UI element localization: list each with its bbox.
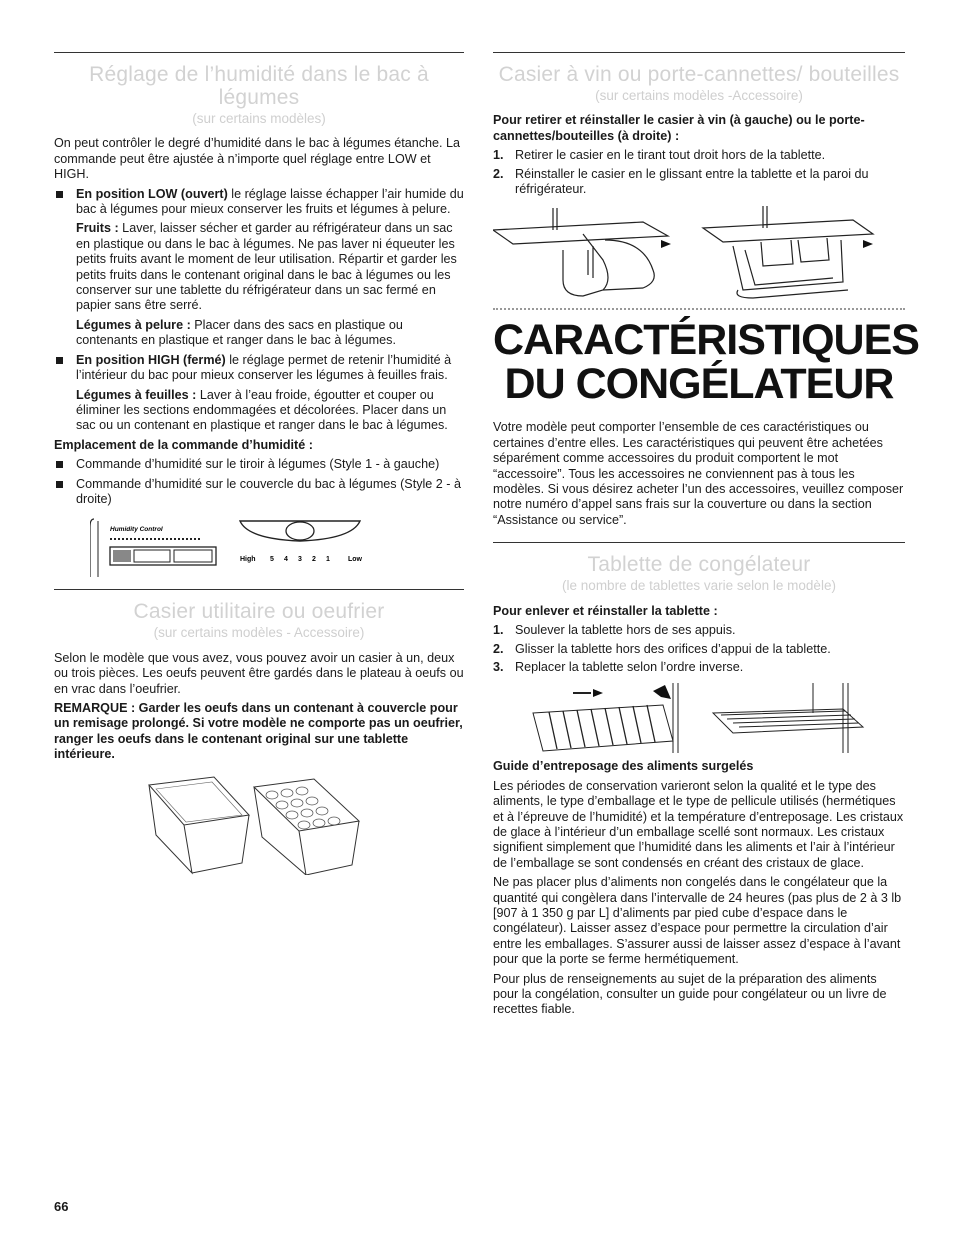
storage-guide-p3: Pour plus de renseignements au sujet de la préparation des aliments pour la congélation, consulter un guide pour congélateur ou un livre de recettes fiable. bbox=[493, 971, 887, 1017]
high-setting-label: En position HIGH (fermé) bbox=[76, 352, 226, 367]
low-setting-item bbox=[54, 187, 464, 218]
section-rule bbox=[493, 52, 905, 53]
humidity-settings-list bbox=[54, 187, 464, 218]
dotted-divider bbox=[493, 308, 905, 310]
style2-item: Commande d’humidité sur le couvercle du bac à légumes (Style 2 - à droite) bbox=[54, 477, 464, 508]
low-setting-text: le réglage laisse échapper l’air humide du bac à légumes pour mieux conserver les fruits et légumes à pelure. bbox=[76, 186, 464, 217]
high-setting-item bbox=[54, 353, 464, 384]
section-rule bbox=[493, 542, 905, 543]
pelure-paragraph bbox=[54, 318, 464, 349]
section-rule bbox=[54, 52, 464, 53]
wine-step-2: 2. Réinstaller le casier en le glissant entre la tablette et la paroi du réfrigérateur. bbox=[493, 166, 869, 197]
freezer-shelf-steps bbox=[493, 623, 905, 675]
wine-step-1: 1. Retirer le casier en le tirant tout droit hors de la tablette. bbox=[493, 148, 826, 163]
wine-rack-steps bbox=[493, 148, 905, 197]
freezer-shelf-figure bbox=[513, 683, 883, 755]
freezer-shelf-subtitle: (le nombre de tablettes varie selon le modèle) bbox=[562, 578, 836, 594]
egg-bin-intro: Selon le modèle que vous avez, vous pouvez avoir un casier à un, deux ou trois pièces. Les oeufs peuvent être gardés dans le plateau à oeufs ou en vrac dans l’oeufrier. bbox=[54, 650, 464, 696]
feuilles-text: Laver à l’eau froide, égoutter et couper ou éliminer les sections endommagées et décolorées. Placer dans un sac ou un contenant en plastique et ranger dans le bac à légumes. bbox=[76, 387, 448, 433]
right-column bbox=[493, 52, 919, 1022]
left-column bbox=[54, 52, 464, 875]
crisper-intro: On peut contrôler le degré d’humidité dans le bac à légumes étanche. La commande peut être ajustée à n’importe quel réglage entre LOW et HIGH. bbox=[54, 136, 461, 182]
wine-rack-title: Casier à vin ou porte-cannettes/ bouteilles bbox=[498, 63, 900, 86]
storage-guide-p1: Les périodes de conservation varieront selon la qualité et le type des aliments, le type d’emballage et le type de pellicule utilisés (hermétiques et à l’épreuve de l’humidité) et la température d’entreposage. Les cristaux de glace à l’intérieur d’un emballage scellé sont normaux. Les cristaux signifient simplement que l’humidité dans les aliments et l’air à l’intérieur de l’emballage se sont condensés en créant des cristaux de glace. bbox=[493, 778, 904, 870]
scale-5: 5 bbox=[270, 556, 274, 564]
humidity-control-figure bbox=[90, 517, 390, 579]
freezer-shelf-instruction: Pour enlever et réinstaller la tablette : bbox=[493, 603, 718, 618]
crisper-humidity-title: Réglage de l’humidité dans le bac à légumes bbox=[89, 63, 429, 109]
feuilles-paragraph bbox=[54, 388, 464, 434]
scale-3: 3 bbox=[298, 556, 302, 564]
high-setting-list bbox=[54, 353, 464, 384]
low-setting-label: En position LOW (ouvert) bbox=[76, 186, 228, 201]
pelure-text: Placer dans des sacs en plastique ou contenants en plastique et ranger dans le bac à légumes. bbox=[76, 317, 403, 348]
page-number: 66 bbox=[54, 1199, 69, 1214]
storage-guide-heading: Guide d’entreposage des aliments surgelés bbox=[493, 759, 754, 774]
section-rule bbox=[54, 589, 464, 590]
freezer-features-title bbox=[493, 316, 919, 409]
emplacement-heading: Emplacement de la commande d’humidité : bbox=[54, 437, 313, 452]
scale-1: 1 bbox=[326, 556, 330, 564]
egg-bin-title: Casier utilitaire ou oeufrier bbox=[133, 600, 385, 624]
fruits-paragraph bbox=[54, 221, 464, 313]
crisper-humidity-subtitle: (sur certains modèles) bbox=[192, 111, 326, 126]
shelf-step-2: 2. Glisser la tablette hors des orifices d’appui de la tablette. bbox=[493, 641, 831, 656]
wine-rack-subtitle: (sur certains modèles -Accessoire) bbox=[595, 88, 803, 103]
egg-bin-remarque: REMARQUE : Garder les oeufs dans un contenant à couvercle pour un remisage prolongé. Si votre modèle ne comporte pas un oeufrier, ranger les oeufs dans le contenant original sur une tablette intérieure. bbox=[54, 700, 463, 762]
wine-rack-instruction: Pour retirer et réinstaller le casier à vin (à gauche) ou le porte-cannettes/bouteilles (à droite) : bbox=[493, 113, 865, 143]
feuilles-label: Légumes à feuilles : bbox=[76, 387, 197, 402]
scale-high: High bbox=[240, 556, 256, 564]
scale-4: 4 bbox=[284, 556, 288, 564]
shelf-step-3: 3. Replacer la tablette selon l’ordre inverse. bbox=[493, 659, 744, 674]
scale-low: Low bbox=[348, 556, 362, 564]
high-setting-text: le réglage permet de retenir l’humidité à l’intérieur du bac pour mieux conserver les légumes à feuilles frais. bbox=[76, 352, 452, 383]
freezer-features-title-line2: DU CONGÉLATEUR bbox=[504, 360, 894, 409]
egg-bin-subtitle: (sur certains modèles - Accessoire) bbox=[153, 625, 365, 641]
pelure-label: Légumes à pelure : bbox=[76, 317, 191, 332]
shelf-step-1: 1. Soulever la tablette hors de ses appuis. bbox=[493, 623, 736, 638]
scale-2: 2 bbox=[312, 556, 316, 564]
freezer-shelf-title: Tablette de congélateur bbox=[587, 553, 811, 577]
wine-rack-figure bbox=[493, 200, 893, 300]
control-location-list bbox=[54, 457, 464, 507]
freezer-features-title-line1: CARACTÉRISTIQUES bbox=[493, 316, 919, 365]
fruits-label: Fruits : bbox=[76, 221, 119, 236]
egg-bin-figure bbox=[144, 775, 384, 875]
style1-item: Commande d’humidité sur le tiroir à légumes (Style 1 - à gauche) bbox=[54, 457, 464, 472]
fruits-text: Laver, laisser sécher et garder au réfrigérateur dans un sac en plastique ou dans le bac à légumes. Ne pas laver ni équeuter les petits fruits avant le moment de leur utilisation. Répartir et garder les petits fruits dans le contenant original dans le bac à légumes ou les conserver sur une tablette du réfrigérateur dans un sac fermé en papier sans être serré. bbox=[76, 221, 457, 313]
storage-guide-p2: Ne pas placer plus d’aliments non congelés dans le congélateur que la quantité qui congèlera dans l’intervalle de 24 heures (pas plus de 2 à 3 lb [907 à 1 350 g par L] d’aliments par pied cube d’espace dans le congélateur). Laisser assez d’espace pour permettre la circulation d’air entre les emballages. S’assurer aussi de laisser assez d’espace à l’avant pour que la porte se ferme hermétiquement. bbox=[493, 875, 902, 967]
humidity-control-label: Humidity Control bbox=[110, 526, 163, 534]
freezer-intro: Votre modèle peut comporter l’ensemble de ces caractéristiques ou certaines d’entre elles. Les caractéristiques qui peuvent être achetées séparément comme accessoires du produit comportent le mot “accessoire”. Tous les accessoires ne conviennent pas à tous les modèles. Si vous désirez acheter l’un des accessoires, veuillez composer notre numéro d’appel sans frais sur la couverture ou dans la section “Assistance ou service”. bbox=[493, 420, 904, 527]
